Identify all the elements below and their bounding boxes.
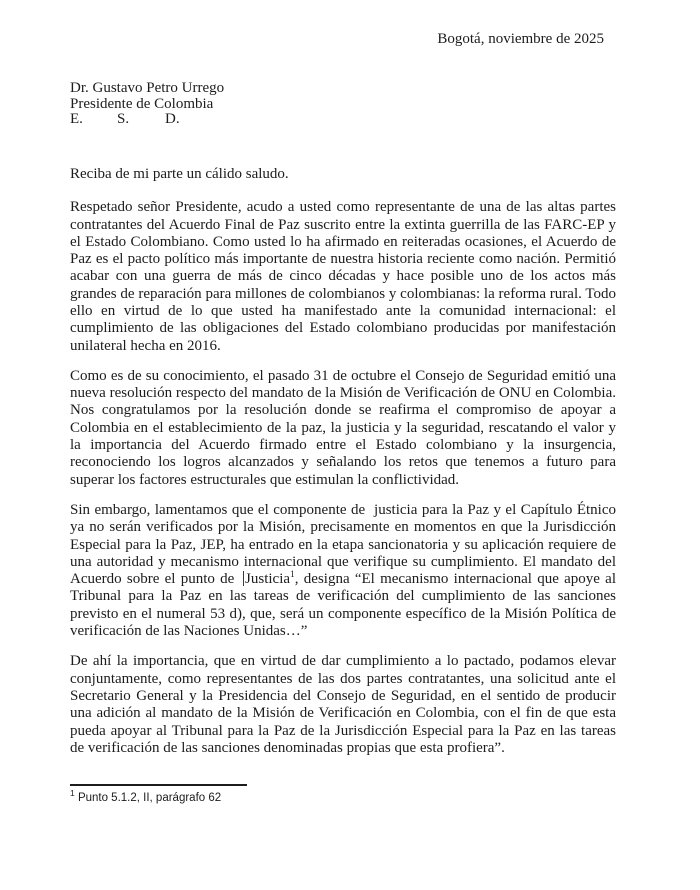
footnote-marker: 1	[70, 788, 75, 799]
recipient-name: Dr. Gustavo Petro Urrego	[70, 80, 225, 97]
esd-d: D.	[165, 110, 180, 127]
letter-content	[70, 31, 616, 770]
footnote	[70, 788, 247, 805]
esd-s: S.	[117, 110, 130, 127]
recipient-title: Presidente de Colombia	[70, 95, 214, 112]
footnote-area[interactable]	[70, 784, 247, 805]
paragraph-3-text-before: Sin embargo, lamentamos que el componente de justicia para la Paz y el Capítulo Étnico ya no serán verificados por la Misión, precisamente en momentos en que la Jurisdicción Especial para la Paz, JEP, ha entrado en la etapa sancionatoria y su aplicación requiere de una autoridad y mecanismo internacional que verifique su cumplimiento. El mandato del Acuerdo sobre el punto de	[70, 501, 616, 588]
paragraph-3[interactable]	[70, 502, 616, 640]
recipient-block[interactable]	[70, 81, 616, 127]
greeting-line[interactable]: Reciba de mi parte un cálido saludo.	[70, 165, 289, 182]
footnote-text: Punto 5.1.2, II, parágrafo 62	[77, 792, 222, 804]
esd-line	[70, 112, 616, 127]
date-line[interactable]: Bogotá, noviembre de 2025	[437, 31, 604, 47]
text-cursor	[243, 571, 245, 586]
paragraph-1[interactable]: Respetado señor Presidente, acudo a usted como representante de una de las altas partes contratantes del Acuerdo Final de Paz suscrito entre la extinta guerrilla de las FARC-EP y el Estado Colombiano. Como usted lo ha afirmado en reiteradas ocasiones, el Acuerdo de Paz es el pacto político más importante de nuestra historia reciente como nación. Permitió acabar con una guerra de más de cinco décadas y hace posible uno de los actos más grandes de reparación para millones de colombianos y colombianas: la reforma rural. Todo ello en virtud de lo que usted ha manifestado ante la comunidad internacional: el cumplimiento de las obligaciones del Estado colombiano producidas por manifestación unilateral hecha en 2016.	[70, 199, 616, 354]
footnote-separator	[70, 784, 247, 786]
paragraph-2[interactable]: Como es de su conocimiento, el pasado 31 de octubre el Consejo de Seguridad emitió una nueva resolución respecto del mandato de la Misión de Verificación de ONU en Colombia. Nos congratulamos por la resolución donde se reafirma el compromiso de apoyar a Colombia en el establecimiento de la paz, la justicia y la seguridad, rescatando el valor y la importancia del Acuerdo firmado entre el Estado colombiano y la insurgencia, reconociendo los logros alcanzados y señalando los retos que tenemos a futuro para superar los factores estructurales que estimulan la conflictividad.	[70, 367, 616, 488]
footnoted-word: Justicia	[245, 571, 291, 588]
footnote-reference: 1	[290, 570, 295, 581]
esd-e: E.	[70, 110, 83, 127]
paragraph-4[interactable]: De ahí la importancia, que en virtud de dar cumplimiento a lo pactado, podamos elevar conjuntamente, como representantes de las dos partes contratantes, una solicitud ante el Secretario General y la Presidencia del Consejo de Seguridad, en el sentido de producir una adición al mandato de la Misión de Verificación en Colombia, con el fin de que esta pueda apoyar al Tribunal para la Paz de la Jurisdicción Especial para la Paz en las tareas de verificación de las sanciones denominadas propias que esta profiera”.	[70, 653, 616, 756]
paragraph-3-text-after: , designa “El mecanismo internacional que apoye al Tribunal para la Paz en las tareas de verificación del cumplimiento de las sanciones previsto en el numeral 53 d), que, será un componente específico de la Misión Política de verificación de las Naciones Unidas…”	[70, 571, 616, 640]
